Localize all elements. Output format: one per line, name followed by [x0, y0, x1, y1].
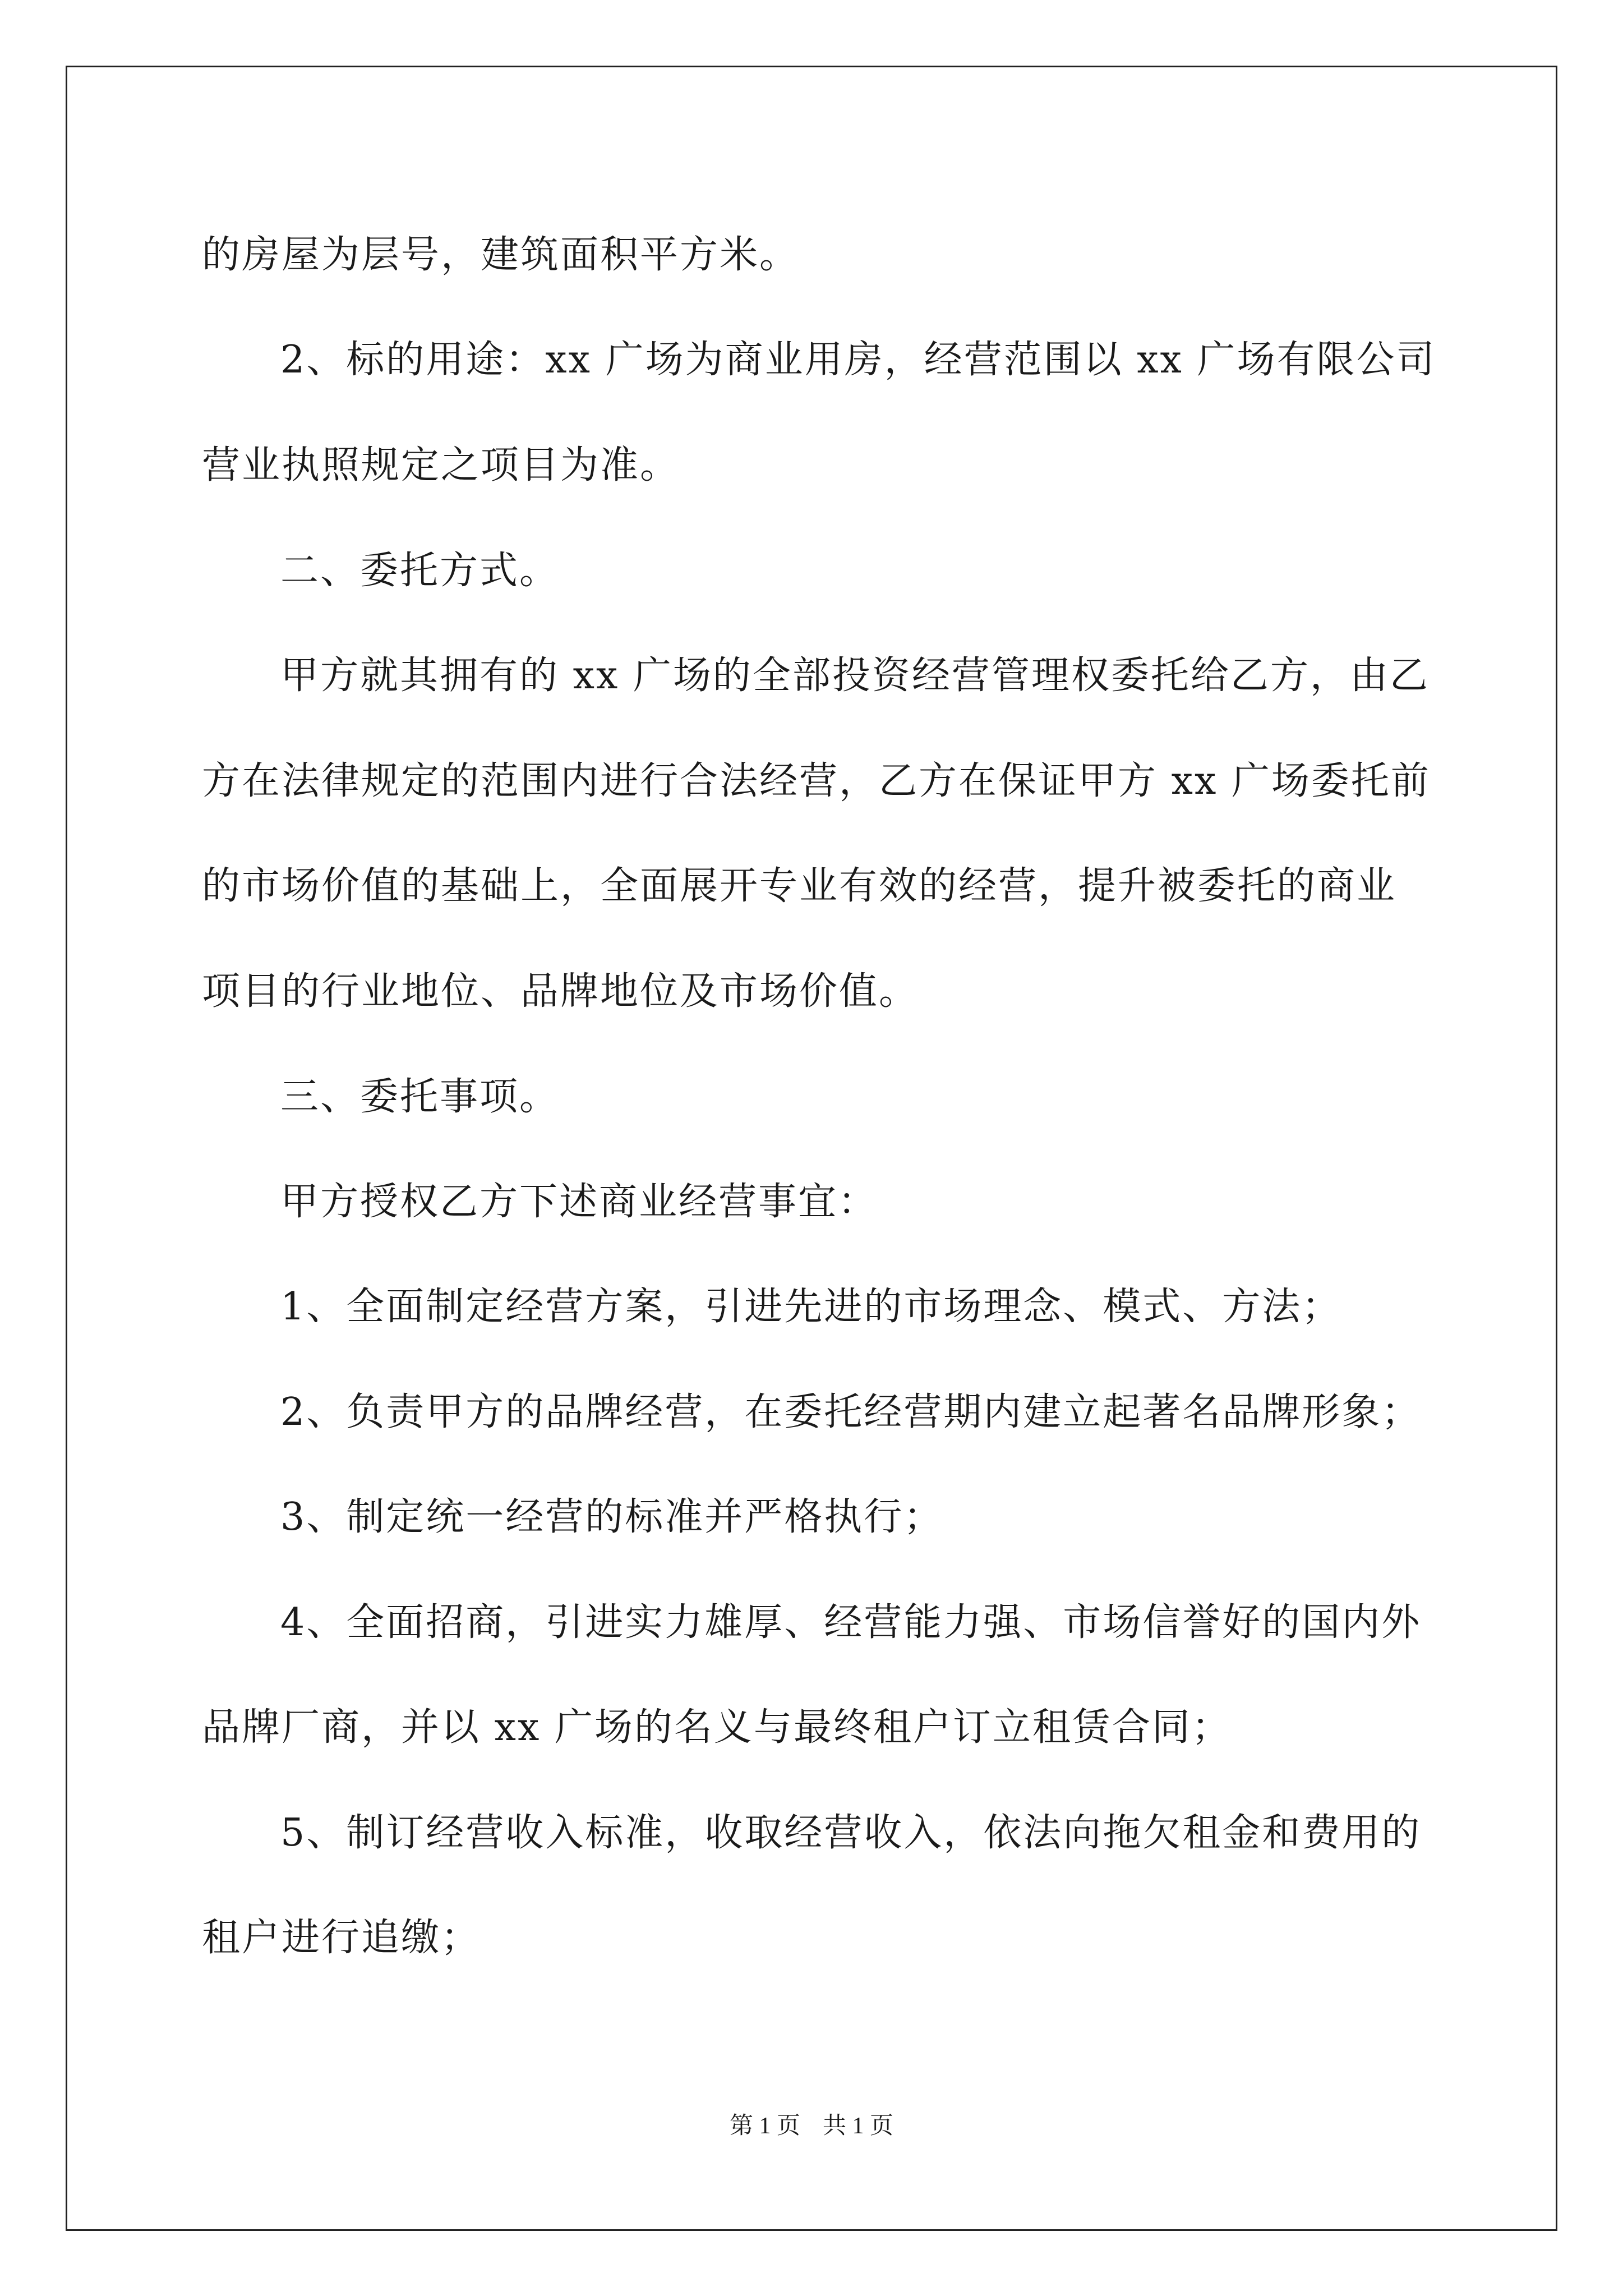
text-line: 项目的行业地位、品牌地位及市场价值。: [202, 969, 919, 1014]
text-line: 的房屋为层号，建筑面积平方米。: [202, 233, 800, 277]
text-line: 的市场价值的基础上，全面展开专业有效的经营，提升被委托的商业: [202, 864, 1397, 908]
text-line: 品牌厂商，并以 xx 广场的名义与最终租户订立租赁合同；: [202, 1705, 1232, 1750]
list-item: 2、负责甲方的品牌经营，在委托经营期内建立起著名品牌形象；: [280, 1390, 1422, 1434]
list-item: 4、全面招商，引进实力雄厚、经营能力强、市场信誉好的国内外: [280, 1600, 1422, 1645]
section-heading: 三、委托事项。: [280, 1075, 560, 1119]
text-line: 方在法律规定的范围内进行合法经营，乙方在保证甲方 xx 广场委托前: [202, 759, 1431, 803]
text-line: 租户进行追缴；: [202, 1916, 481, 1960]
section-heading: 二、委托方式。: [280, 549, 560, 593]
text-line: 甲方就其拥有的 xx 广场的全部投资经营管理权委托给乙方，由乙: [280, 654, 1430, 698]
text-line: 营业执照规定之项目为准。: [202, 443, 680, 487]
page-number: 第 1 页: [729, 2113, 800, 2139]
list-item: 1、全面制定经营方案，引进先进的市场理念、模式、方法；: [280, 1285, 1342, 1329]
list-item: 5、制订经营收入标准，收取经营收入，依法向拖欠租金和费用的: [280, 1811, 1422, 1855]
list-item: 3、制定统一经营的标准并严格执行；: [280, 1495, 944, 1539]
text-line: 2、标的用途：xx 广场为商业用房，经营范围以 xx 广场有限公司: [280, 338, 1436, 382]
page-footer: [0, 2112, 1623, 2140]
text-line: 甲方授权乙方下述商业经营事宜：: [280, 1180, 878, 1224]
page-total: 共 1 页: [823, 2113, 894, 2139]
page-border: [66, 66, 1557, 2231]
